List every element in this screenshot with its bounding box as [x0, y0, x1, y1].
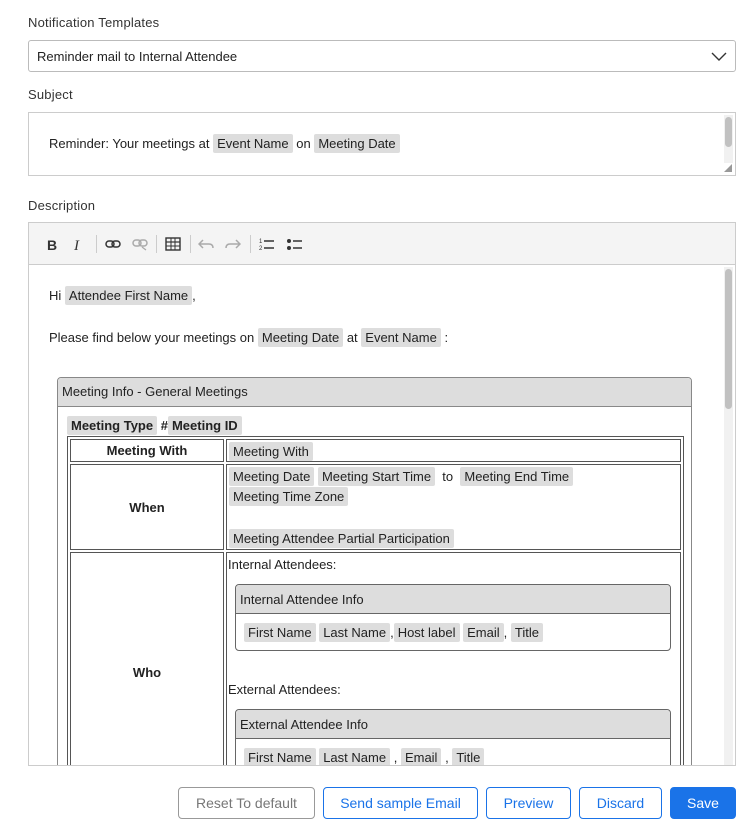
- intro-colon: :: [444, 330, 449, 345]
- templates-label: Notification Templates: [28, 15, 160, 30]
- subject-scrollbar[interactable]: [724, 115, 733, 163]
- comma: ,: [393, 750, 398, 765]
- chevron-down-icon: [711, 52, 727, 62]
- token-email[interactable]: Email: [401, 748, 442, 766]
- greeting-line: [49, 286, 196, 305]
- template-select-value: Reminder mail to Internal Attendee: [37, 49, 238, 64]
- ordered-list-icon[interactable]: [257, 235, 277, 253]
- send-sample-email-button[interactable]: Send sample Email: [323, 787, 478, 819]
- link-icon[interactable]: [103, 235, 123, 253]
- token-first-name[interactable]: First Name: [244, 623, 316, 642]
- comma: ,: [445, 750, 449, 765]
- token-title[interactable]: Title: [511, 623, 543, 642]
- subject-label: Subject: [28, 87, 73, 102]
- token-meeting-date[interactable]: Meeting Date: [258, 328, 343, 347]
- external-attendee-fields: [236, 739, 670, 766]
- comma: ,: [390, 625, 394, 640]
- toolbar-divider: [190, 235, 191, 253]
- external-attendee-box: [235, 709, 671, 766]
- intro-line: [49, 328, 448, 347]
- when-cell: [226, 464, 681, 550]
- svg-text:1: 1: [259, 239, 263, 245]
- internal-attendees-title: Internal Attendees:: [228, 557, 337, 572]
- table-row: [70, 439, 681, 462]
- subject-mid: on: [296, 136, 311, 151]
- resize-grip-icon[interactable]: [724, 164, 732, 172]
- when-label: When: [70, 464, 224, 550]
- token-meeting-end-time[interactable]: Meeting End Time: [460, 467, 573, 486]
- token-meeting-time-zone[interactable]: Meeting Time Zone: [229, 487, 348, 506]
- greeting-text: Hi: [49, 288, 62, 303]
- editor-toolbar: [29, 223, 735, 265]
- subject-scroll-thumb[interactable]: [725, 117, 732, 147]
- meeting-info-header: Meeting Info - General Meetings: [58, 378, 691, 407]
- redo-icon[interactable]: [223, 235, 243, 253]
- token-last-name[interactable]: Last Name: [319, 623, 390, 642]
- subject-input[interactable]: [28, 112, 736, 176]
- preview-button[interactable]: Preview: [486, 787, 571, 819]
- comma: ,: [503, 625, 508, 640]
- greeting-comma: ,: [192, 288, 196, 303]
- description-editor[interactable]: [28, 222, 736, 766]
- token-event-name[interactable]: Event Name: [213, 134, 293, 153]
- token-meeting-start-time[interactable]: Meeting Start Time: [318, 467, 435, 486]
- token-host-label[interactable]: Host label: [394, 623, 460, 642]
- table-row: [70, 464, 681, 550]
- svg-text:2: 2: [259, 246, 263, 251]
- bold-icon[interactable]: [42, 235, 62, 253]
- editor-content[interactable]: [29, 266, 725, 766]
- internal-attendee-fields: [236, 614, 670, 650]
- toolbar-divider: [250, 235, 251, 253]
- svg-text:I: I: [74, 237, 79, 251]
- svg-text:B: B: [47, 237, 58, 251]
- token-email[interactable]: Email: [463, 623, 504, 642]
- token-last-name[interactable]: Last Name: [319, 748, 390, 766]
- unlink-icon[interactable]: [130, 235, 150, 253]
- table-icon[interactable]: [163, 235, 183, 253]
- internal-attendee-header: Internal Attendee Info: [236, 585, 670, 614]
- subject-prefix: Reminder: Your meetings at: [49, 136, 210, 151]
- token-meeting-id[interactable]: Meeting ID: [168, 416, 242, 435]
- token-meeting-type[interactable]: Meeting Type: [67, 416, 157, 435]
- reset-to-default-button[interactable]: Reset To default: [178, 787, 315, 819]
- token-meeting-with[interactable]: Meeting With: [229, 442, 313, 461]
- discard-button[interactable]: Discard: [579, 787, 662, 819]
- token-meeting-date[interactable]: Meeting Date: [314, 134, 399, 153]
- hash-symbol: #: [160, 418, 168, 433]
- token-title[interactable]: Title: [452, 748, 484, 766]
- template-select[interactable]: [28, 40, 736, 72]
- toolbar-divider: [156, 235, 157, 253]
- save-button[interactable]: Save: [670, 787, 736, 819]
- external-attendees-title: External Attendees:: [228, 682, 341, 697]
- toolbar-divider: [96, 235, 97, 253]
- token-attendee-first-name[interactable]: Attendee First Name: [65, 286, 192, 305]
- token-event-name[interactable]: Event Name: [361, 328, 441, 347]
- external-attendee-header: External Attendee Info: [236, 710, 670, 739]
- bullet-list-icon[interactable]: [285, 235, 305, 253]
- token-partial-participation[interactable]: Meeting Attendee Partial Participation: [229, 529, 454, 548]
- editor-scroll-thumb[interactable]: [725, 269, 732, 409]
- meeting-details-grid: [67, 436, 684, 766]
- who-label: Who: [70, 552, 224, 766]
- token-meeting-date[interactable]: Meeting Date: [229, 467, 314, 486]
- undo-icon[interactable]: [196, 235, 216, 253]
- meeting-with-cell: [226, 439, 681, 462]
- italic-icon[interactable]: [68, 235, 88, 253]
- table-row: [70, 552, 681, 766]
- intro-text: Please find below your meetings on: [49, 330, 255, 345]
- token-first-name[interactable]: First Name: [244, 748, 316, 766]
- who-cell: [226, 552, 681, 766]
- editor-scrollbar[interactable]: [724, 267, 733, 765]
- meeting-with-label: Meeting With: [70, 439, 224, 462]
- description-label: Description: [28, 198, 96, 213]
- meeting-info-table: [57, 377, 692, 766]
- subject-text: [49, 134, 400, 153]
- intro-at: at: [346, 330, 358, 345]
- meeting-type-line: [67, 416, 242, 435]
- internal-attendee-box: [235, 584, 671, 651]
- when-to: to: [442, 469, 454, 484]
